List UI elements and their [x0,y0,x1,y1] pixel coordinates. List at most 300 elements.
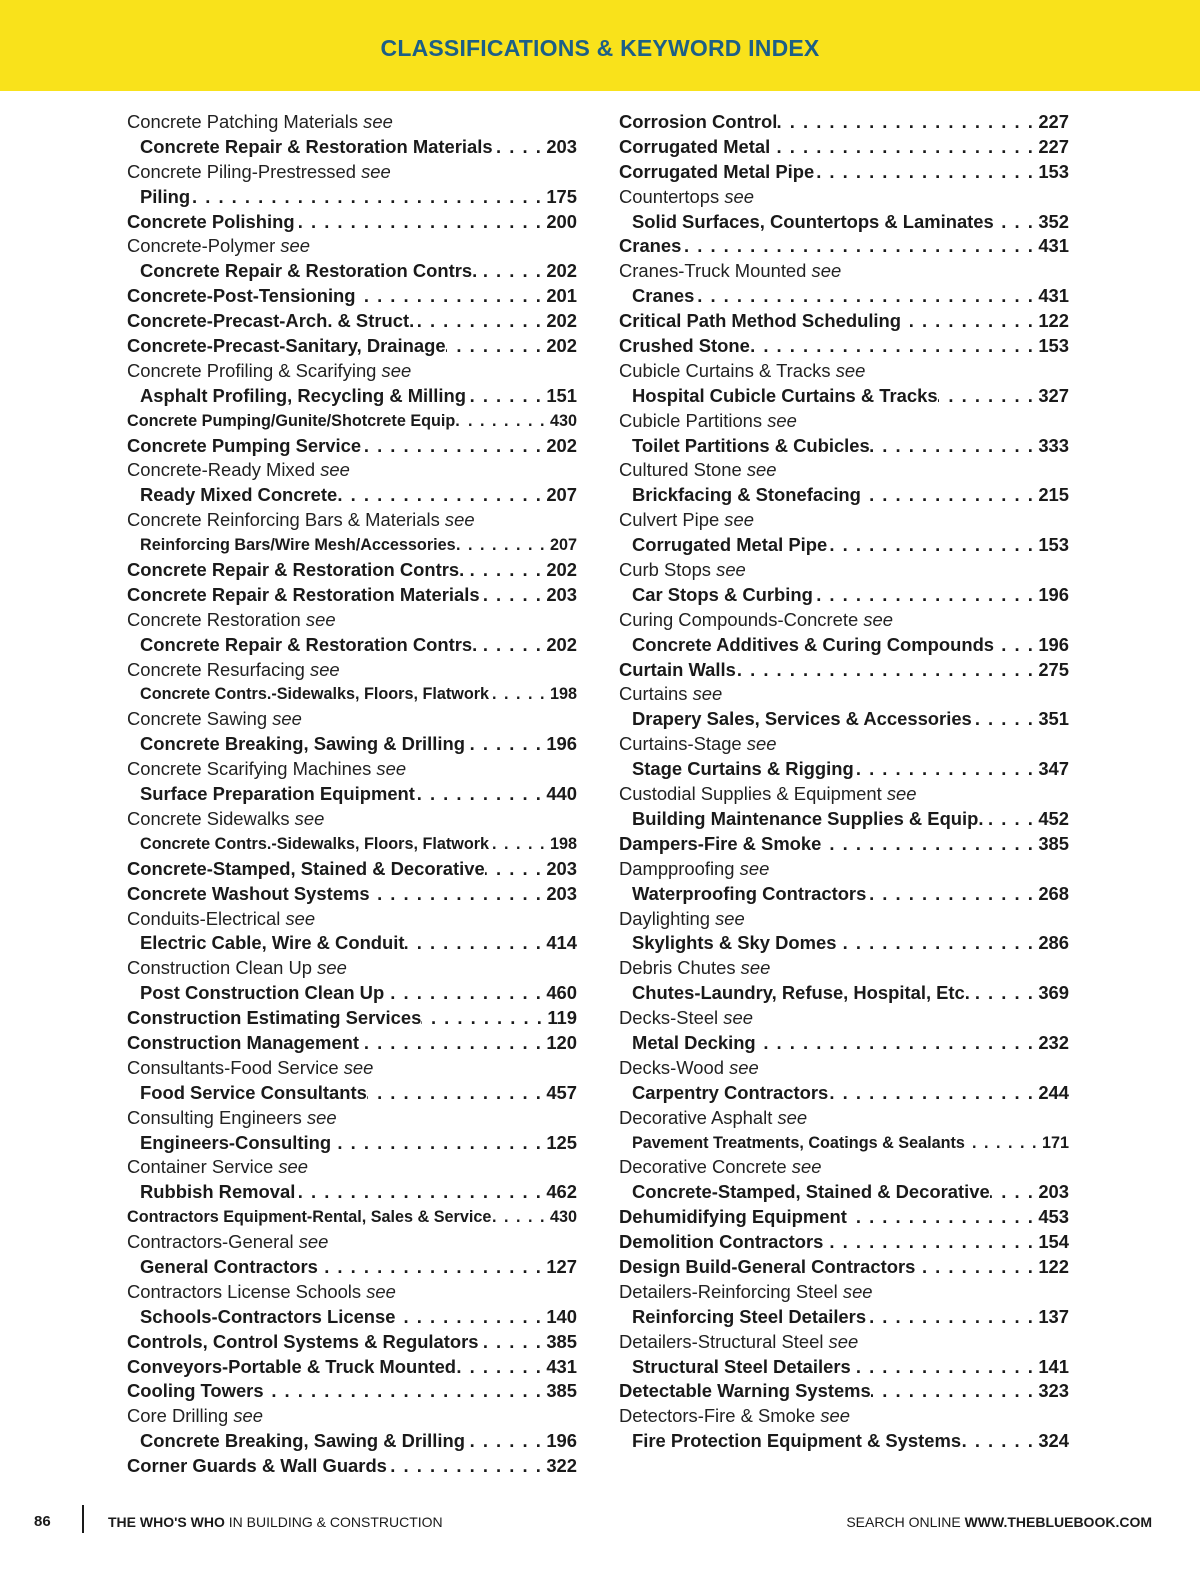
classification-name: Design Build-General Contractors [619,1255,916,1277]
page-reference: 202 [546,434,577,456]
classification-name: Concrete Contrs.-Sidewalks, Floors, Flatwork [140,685,490,704]
publication-name-rest: IN BUILDING & CONSTRUCTION [224,1514,443,1530]
page-reference: 232 [1038,1031,1069,1053]
cross-reference-term: Decks-Wood [619,1056,724,1078]
see-target-entry [619,1429,1069,1454]
page-reference: 196 [546,733,577,755]
cross-reference-term: Curtains [619,683,688,705]
page-reference: 203 [546,135,577,157]
page-reference: 120 [546,1031,577,1053]
cross-reference-entry [127,1280,577,1305]
dot-leader [485,857,543,882]
dot-leader [961,1429,1034,1454]
cross-reference-term: Decorative Asphalt [619,1106,773,1128]
see-label: see [363,111,393,132]
classification-entry [619,110,1069,135]
classification-name: Cranes [632,285,695,307]
classification-name: Surface Preparation Equipment [140,783,415,805]
classification-name: Concrete Repair & Restoration Contrs. [140,633,478,655]
cross-reference-entry [127,907,577,932]
page-reference: 153 [1038,335,1069,357]
cross-reference-entry [619,259,1069,284]
classification-name: Corrugated Metal Pipe [632,534,828,556]
page-reference: 127 [546,1255,577,1277]
page-reference: 141 [1038,1355,1069,1377]
cross-reference-entry [127,1056,577,1081]
cross-reference-entry [127,458,577,483]
cross-reference-term: Contractors License Schools [127,1280,362,1302]
classification-name: Food Service Consultants [140,1081,367,1103]
see-target-entry [619,807,1069,832]
see-target-entry [619,707,1069,732]
see-target-entry [127,981,577,1006]
page-reference: 151 [546,384,577,406]
classification-name: Concrete Contrs.-Sidewalks, Floors, Flatwork [140,834,490,853]
see-label: see [280,235,310,257]
page-reference: 244 [1038,1081,1069,1103]
page-reference: 333 [1038,434,1069,456]
dot-leader [356,284,543,309]
classification-entry [619,1255,1069,1280]
publication-name [108,1514,443,1530]
cross-reference-term: Construction Clean Up [127,957,313,979]
see-target-entry [619,633,1069,658]
page-reference: 154 [1038,1231,1069,1253]
classification-entry [127,1454,577,1479]
classification-name: Ready Mixed Concrete [140,484,338,506]
page-reference: 153 [1038,534,1069,556]
cross-reference-term: Curtains-Stage [619,733,742,755]
page-reference: 430 [549,411,577,430]
cross-reference-term: Concrete-Polymer [127,235,276,257]
page-reference: 275 [1038,658,1069,680]
page-reference: 324 [1038,1430,1069,1452]
dot-leader [414,309,542,334]
page-reference: 203 [546,882,577,904]
see-target-entry [619,434,1069,459]
cross-reference-entry [619,185,1069,210]
classification-name: Concrete Washout Systems [127,882,370,904]
page-header [0,0,1200,91]
dot-leader [851,1355,1035,1380]
page-reference: 201 [546,285,577,307]
dot-leader [361,434,542,459]
classification-entry [127,210,577,235]
page-reference: 323 [1038,1380,1069,1402]
page-reference: 125 [546,1131,577,1153]
page-reference: 431 [1038,285,1069,307]
dot-leader [466,384,542,409]
dot-leader [681,234,1034,259]
see-label: see [272,708,302,730]
cross-reference-term: Contractors-General [127,1231,294,1253]
page-reference: 385 [546,1380,577,1402]
classification-name: General Contractors [140,1255,318,1277]
classification-name: Detectable Warning Systems [619,1380,871,1402]
page-reference: 352 [1038,210,1069,232]
classification-entry [619,160,1069,185]
see-target-entry [127,782,577,807]
classification-entry [619,658,1069,683]
dot-leader [491,1205,546,1230]
cross-reference-entry [127,1155,577,1180]
cross-reference-entry [619,1280,1069,1305]
see-target-entry [127,483,577,508]
classification-name: Curtain Walls [619,658,736,680]
page-reference: 227 [1038,111,1069,132]
classification-name: Dehumidifying Equipment [619,1206,847,1228]
see-target-entry [619,583,1069,608]
cross-reference-term: Container Service [127,1156,274,1178]
see-target-entry [619,1031,1069,1056]
cross-reference-entry [127,608,577,633]
see-target-entry [619,533,1069,558]
dot-leader [465,1429,542,1454]
dot-leader [337,483,542,508]
classification-name: Drapery Sales, Services & Accessories [632,708,972,730]
classification-name: Demolition Contractors [619,1231,824,1253]
classification-name: Construction Estimating Services [127,1007,422,1029]
page-reference: 430 [549,1208,577,1227]
page-reference: 268 [1038,882,1069,904]
classification-name: Cooling Towers [127,1380,264,1402]
dot-leader [777,110,1034,135]
classification-entry [127,1006,577,1031]
dot-leader [295,1180,542,1205]
cross-reference-term: Conduits-Electrical [127,907,281,929]
see-label: see [298,1231,329,1253]
see-label: see [233,1405,263,1427]
dot-leader [866,1305,1034,1330]
classification-entry [127,334,577,359]
website-link[interactable]: WWW.THEBLUEBOOK.COM [964,1514,1152,1530]
classification-name: Electric Cable, Wire & Conduit [140,932,405,954]
dot-leader [847,1205,1034,1230]
cross-reference-term: Concrete Sidewalks [127,807,290,829]
dot-leader [861,483,1034,508]
page-reference: 122 [1038,310,1069,332]
page-reference: 347 [1038,758,1069,780]
dot-leader [190,185,542,210]
cross-reference-entry [619,1056,1069,1081]
page-reference: 175 [546,185,577,207]
page-reference: 198 [549,685,577,704]
page-reference: 385 [1038,832,1069,854]
dot-leader [770,135,1034,160]
page-reference: 198 [549,834,577,853]
see-label: see [444,509,475,531]
see-target-entry [127,1131,577,1156]
dot-leader [479,1330,543,1355]
cross-reference-entry [127,160,577,185]
classification-entry [127,1379,577,1404]
classification-name: Corrugated Metal [619,135,771,157]
see-label: see [820,1405,850,1427]
classification-name: Concrete Repair & Restoration Contrs. [140,260,478,282]
cross-reference-entry [127,956,577,981]
page-reference: 452 [1038,807,1069,829]
cross-reference-term: Detailers-Reinforcing Steel [619,1280,838,1302]
cross-reference-term: Concrete Restoration [127,608,301,630]
page-reference: 462 [546,1181,577,1203]
cross-reference-entry [127,1404,577,1429]
classification-entry [619,1379,1069,1404]
see-label: see [305,608,336,630]
classification-name: Fire Protection Equipment & Systems [632,1430,962,1452]
classification-name: Reinforcing Bars/Wire Mesh/Accessories [140,536,456,555]
cross-reference-entry [619,508,1069,533]
dot-leader [871,1379,1035,1404]
page-reference: 200 [546,210,577,232]
page-reference: 202 [546,559,577,581]
classification-name: Concrete-Stamped, Stained & Decorative [632,1181,990,1203]
classification-name: Corrosion Control [619,111,778,132]
see-label: see [317,957,347,979]
see-target-entry [619,284,1069,309]
page-reference: 457 [546,1081,577,1103]
dot-leader [464,558,542,583]
see-label: see [723,1007,753,1029]
cross-reference-entry [619,1106,1069,1131]
see-label: see [715,907,745,929]
classification-name: Conveyors-Portable & Truck Mounted [127,1355,457,1377]
see-label: see [724,509,754,531]
see-label: see [285,907,316,929]
dot-leader [870,434,1035,459]
classification-entry [127,1330,577,1355]
dot-leader [854,757,1035,782]
cross-reference-term: Concrete Scarifying Machines [127,758,372,780]
cross-reference-term: Decks-Steel [619,1007,719,1029]
see-label: see [692,683,723,705]
see-label: see [842,1280,873,1302]
classification-name: Concrete Pumping/Gunite/Shotcrete Equip. [127,411,460,430]
classification-name: Concrete Repair & Restoration Contrs. [127,559,465,581]
see-target-entry [619,1131,1069,1156]
page-reference: 202 [546,260,577,282]
see-target-entry [127,259,577,284]
dot-leader [972,707,1035,732]
classification-entry [619,309,1069,334]
cross-reference-entry [127,359,577,384]
dot-leader [970,981,1034,1006]
page-reference: 414 [546,932,577,954]
classification-name: Concrete-Stamped, Stained & Decorative [127,857,485,879]
classification-name: Stage Curtains & Rigging [632,758,854,780]
classification-name: Metal Decking [632,1031,756,1053]
classification-name: Concrete-Precast-Sanitary, Drainage [127,335,446,357]
dot-leader [756,1031,1035,1056]
index-column-left [127,110,577,1479]
cross-reference-term: Cultured Stone [619,459,742,481]
cross-reference-entry [127,807,577,832]
dot-leader [813,583,1034,608]
see-target-entry [127,732,577,757]
page-reference: 385 [546,1330,577,1352]
see-label: see [863,608,893,630]
dot-leader [836,931,1034,956]
cross-reference-term: Cranes-Truck Mounted [619,260,807,282]
see-label: see [278,1156,308,1178]
classification-entry [619,234,1069,259]
classification-entry [619,1230,1069,1255]
cross-reference-entry [127,508,577,533]
page-reference: 227 [1038,135,1069,157]
classification-name: Asphalt Profiling, Recycling & Milling [140,384,466,406]
page-reference: 460 [546,982,577,1004]
cross-reference-entry [619,359,1069,384]
page-reference: 327 [1038,384,1069,406]
cross-reference-term: Detectors-Fire & Smoke [619,1405,816,1427]
cross-reference-term: Custodial Supplies & Equipment [619,783,882,805]
page-footer [0,1505,1200,1539]
page-reference: 171 [1041,1133,1069,1152]
see-label: see [310,658,340,680]
cross-reference-term: Core Drilling [127,1405,229,1427]
cross-reference-entry [127,757,577,782]
see-target-entry [619,384,1069,409]
classification-name: Hospital Cubicle Curtains & Tracks [632,384,938,406]
see-target-entry [619,483,1069,508]
see-target-entry [619,981,1069,1006]
search-online-label: SEARCH ONLINE [846,1514,965,1530]
classification-name: Chutes-Laundry, Refuse, Hospital, Etc. [632,982,970,1004]
classification-entry [127,583,577,608]
page-reference: 322 [546,1455,577,1477]
dot-leader [990,1180,1035,1205]
see-target-entry [127,1429,577,1454]
cross-reference-term: Concrete-Ready Mixed [127,459,316,481]
classification-name: Skylights & Sky Domes [632,932,837,954]
dot-leader [359,1031,542,1056]
cross-reference-term: Debris Chutes [619,957,736,979]
see-target-entry [619,1355,1069,1380]
see-label: see [366,1280,396,1302]
cross-reference-term: Concrete Patching Materials [127,111,359,132]
dot-leader [489,682,546,707]
cross-reference-term: Countertops [619,185,720,207]
dot-leader [489,832,546,857]
page-reference: 215 [1038,484,1069,506]
see-target-entry [127,633,577,658]
classification-name: Carpentry Contractors [632,1081,829,1103]
cross-reference-entry [619,1155,1069,1180]
cross-reference-entry [619,956,1069,981]
page-reference: 453 [1038,1206,1069,1228]
cross-reference-term: Culvert Pipe [619,509,720,531]
page-reference: 207 [546,484,577,506]
classification-entry [127,558,577,583]
classification-entry [127,309,577,334]
dot-leader [984,807,1035,832]
page-reference: 207 [549,536,577,555]
cross-reference-entry [127,1230,577,1255]
classification-name: Post Construction Clean Up [140,982,385,1004]
see-target-entry [127,1255,577,1280]
see-label: see [294,807,325,829]
page-reference: 369 [1038,982,1069,1004]
dot-leader [694,284,1034,309]
classification-name: Engineers-Consulting [140,1131,332,1153]
cross-reference-term: Curing Compounds-Concrete [619,608,859,630]
see-target-entry [127,185,577,210]
dot-leader [477,633,542,658]
classification-name: Contractors Equipment-Rental, Sales & Service [127,1208,492,1227]
dot-leader [405,931,543,956]
cross-reference-term: Concrete Sawing [127,708,268,730]
cross-reference-term: Dampproofing [619,857,735,879]
classification-name: Cranes [619,235,682,257]
cross-reference-entry [619,608,1069,633]
classification-entry [619,334,1069,359]
see-label: see [724,185,754,207]
search-online [846,1514,1152,1530]
classification-name: Concrete Repair & Restoration Materials [140,135,493,157]
dot-leader [994,210,1035,235]
see-target-entry [619,882,1069,907]
see-target-entry [127,931,577,956]
page-reference: 351 [1038,708,1069,730]
cross-reference-term: Consultants-Food Service [127,1056,339,1078]
dot-leader [750,334,1035,359]
classification-name: Crushed Stone [619,335,750,357]
page-number: 86 [34,1513,51,1530]
see-target-entry [127,533,577,558]
dot-leader [480,583,543,608]
see-label: see [767,409,797,431]
see-label: see [811,260,842,282]
cross-reference-term: Concrete Piling-Prestressed [127,160,356,182]
dot-leader [901,309,1034,334]
classification-entry [619,1205,1069,1230]
page-reference: 140 [546,1305,577,1327]
classification-entry [127,882,577,907]
cross-reference-entry [619,458,1069,483]
cross-reference-term: Curb Stops [619,559,711,581]
page-reference: 202 [546,310,577,332]
see-label: see [381,359,412,381]
dot-leader [915,1255,1034,1280]
dot-leader [821,832,1034,857]
cross-reference-term: Concrete Reinforcing Bars & Materials [127,509,440,531]
classification-name: Concrete Polishing [127,210,295,232]
page-reference: 203 [546,857,577,879]
cross-reference-entry [127,234,577,259]
dot-leader [456,533,546,558]
see-target-entry [619,931,1069,956]
see-label: see [740,957,771,979]
see-label: see [777,1106,808,1128]
dot-leader [384,981,542,1006]
see-label: see [739,857,770,879]
see-label: see [306,1106,337,1128]
dot-leader [318,1255,542,1280]
page-reference: 196 [1038,633,1069,655]
dot-leader [295,210,543,235]
see-label: see [729,1056,759,1078]
see-label: see [746,733,777,755]
classification-name: Critical Path Method Scheduling [619,310,902,332]
classification-name: Corrugated Metal Pipe [619,160,815,182]
dot-leader [465,732,542,757]
cross-reference-entry [619,409,1069,434]
cross-reference-term: Daylighting [619,907,710,929]
cross-reference-entry [619,682,1069,707]
see-label: see [828,1330,859,1352]
dot-leader [387,1454,542,1479]
classification-entry [127,1205,577,1230]
classification-entry [127,1355,577,1380]
